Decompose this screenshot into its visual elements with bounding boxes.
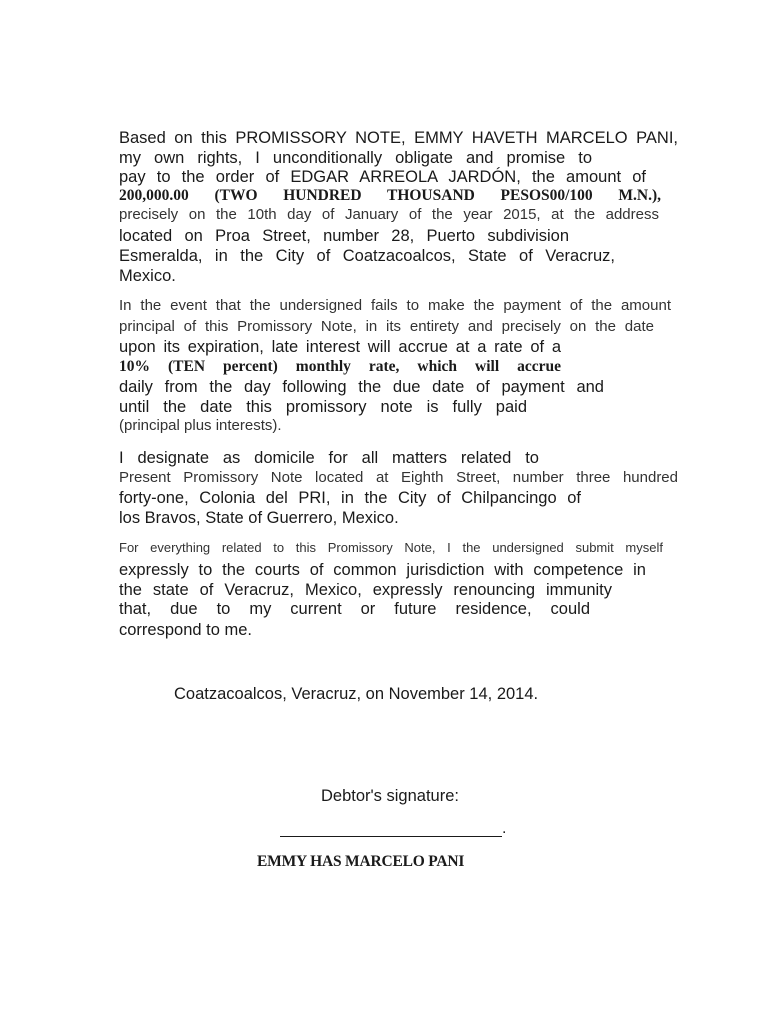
paragraph-line: the state of Veracruz, Mexico, expressly renouncing immunity xyxy=(119,581,612,599)
place-date: Coatzacoalcos, Veracruz, on November 14, 2014. xyxy=(174,685,539,703)
signature-line xyxy=(280,836,502,837)
paragraph-line: located on Proa Street, number 28, Puerto subdivision xyxy=(119,227,569,245)
signature-line-end: . xyxy=(502,820,507,837)
paragraph-line: pay to the order of EDGAR ARREOLA JARDÓN, the amount of xyxy=(119,168,646,186)
debtor-name: EMMY HAS MARCELO PANI xyxy=(257,853,465,870)
paragraph-line: In the event that the undersigned fails to make the payment of the amount xyxy=(119,297,671,314)
paragraph-line: Based on this PROMISSORY NOTE, EMMY HAVETH MARCELO PANI, xyxy=(119,129,678,147)
paragraph-line: I designate as domicile for all matters related to xyxy=(119,449,539,467)
paragraph-line: Present Promissory Note located at Eighth Street, number three hundred xyxy=(119,469,678,486)
paragraph-line: (principal plus interests). xyxy=(119,417,282,434)
paragraph-line: that, due to my current or future residence, could xyxy=(119,600,590,618)
amount-line: 200,000.00 (TWO HUNDRED THOUSAND PESOS00/100 M.N.), xyxy=(119,187,661,204)
paragraph-line: correspond to me. xyxy=(119,621,252,639)
rate-line: 10% (TEN percent) monthly rate, which will accrue xyxy=(119,358,561,375)
paragraph-line: expressly to the courts of common jurisdiction with competence in xyxy=(119,561,646,579)
paragraph-line: principal of this Promissory Note, in its entirety and precisely on the date xyxy=(119,318,654,335)
paragraph-line: los Bravos, State of Guerrero, Mexico. xyxy=(119,509,399,527)
paragraph-line: until the date this promissory note is fully paid xyxy=(119,398,527,416)
paragraph-line: Mexico. xyxy=(119,267,176,285)
paragraph-line: For everything related to this Promissory Note, I the undersigned submit myself xyxy=(119,540,663,555)
paragraph-line: daily from the day following the due date of payment and xyxy=(119,378,604,396)
signature-label: Debtor's signature: xyxy=(321,787,459,805)
paragraph-line: Esmeralda, in the City of Coatzacoalcos, State of Veracruz, xyxy=(119,247,615,265)
paragraph-line: upon its expiration, late interest will accrue at a rate of a xyxy=(119,338,561,356)
paragraph-line: my own rights, I unconditionally obligate and promise to xyxy=(119,149,592,167)
paragraph-line: precisely on the 10th day of January of the year 2015, at the address xyxy=(119,206,659,223)
paragraph-line: forty-one, Colonia del PRI, in the City of Chilpancingo of xyxy=(119,489,581,507)
